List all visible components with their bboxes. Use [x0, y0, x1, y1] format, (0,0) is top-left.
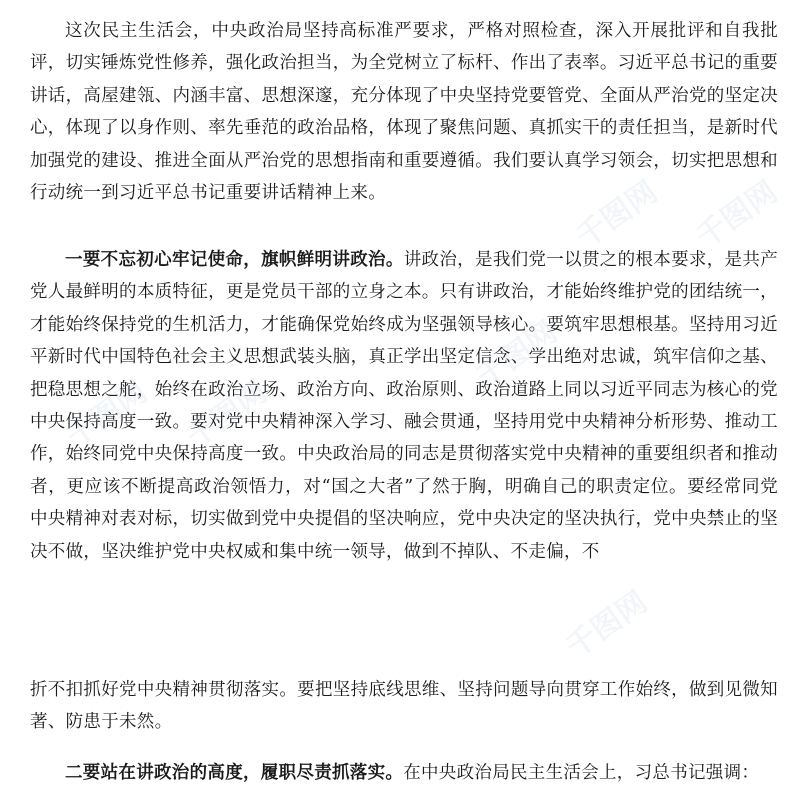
document-page: [30, 0, 778, 800]
section-2-heading: 二要站在讲政治的高度，履职尽责抓落实。: [65, 763, 404, 783]
paragraph-section-1-continued: 折不扣抓好党中央精神贯彻落实。要把坚持底线思维、坚持问题导向贯穿工作始终，做到见微知著、防患于未然。: [30, 680, 778, 733]
paragraph-intro: 这次民主生活会，中央政治局坚持高标准严要求，严格对照检查，深入开展批评和自我批评，切实锤炼党性修养，强化政治担当，为全党树立了标杆、作出了表率。习近平总书记的重要讲话，高屋建瓴、内涵丰富、思想深邃，充分体现了中央坚持党要管党、全面从严治党的坚定决心，体现了以身作则、率先垂范的政治品格，体现了聚焦问题、真抓实干的责任担当，是新时代加强党的建设、推进全面从严治党的思想指南和重要遵循。我们要认真学习领会，切实把思想和行动统一到习近平总书记重要讲话精神上来。: [30, 21, 778, 204]
section-2-body: 在中央政治局民主生活会上，习总书记强调：: [403, 763, 760, 783]
watermark-logo: 千图网: [180, 374, 274, 456]
watermark-logo: 千图网: [570, 174, 664, 256]
paragraph-section-2: [30, 757, 778, 789]
watermark-logo: 千图网: [470, 314, 564, 396]
watermark-logo: 千图网: [60, 374, 154, 456]
section-1-body: 讲政治，是我们党一以贯之的根本要求，是共产党人最鲜明的本质特征，更是党员干部的立身之本。只有讲政治，才能始终维护党的团结统一，才能始终保持党的生机活力，才能确保党始终成为坚强领导核心。要筑牢思想根基。坚持用习近平新时代中国特色社会主义思想武装头脑，真正学出坚定信念、学出绝对忠诚，筑牢信仰之基、把稳思想之舵，始终在政治立场、政治方向、政治原则、政治道路上同以习近平同志为核心的党中央保持高度一致。要对党中央精神深入学习、融会贯通，坚持用党中央精神分析形势、推动工作，始终同党中央保持高度一致。中央政治局的同志是贯彻落实党中央精神的重要组织者和推动者，更应该不断提高政治领悟力，对“国之大者”了然于胸，明确自己的职责定位。要经常同党中央精神对表对标，切实做到党中央提倡的坚决响应，党中央决定的坚决执行，党中央禁止的坚决不做，坚决维护党中央权威和集中统一领导，做到不掉队、不走偏，不: [30, 250, 778, 562]
watermark-logo: 千图网: [560, 584, 654, 666]
paragraph-section-1: [30, 244, 778, 568]
watermark-logo: 千图网: [690, 174, 784, 256]
section-1-heading: 一要不忘初心牢记使命，旗帜鲜明讲政治。: [65, 250, 404, 270]
